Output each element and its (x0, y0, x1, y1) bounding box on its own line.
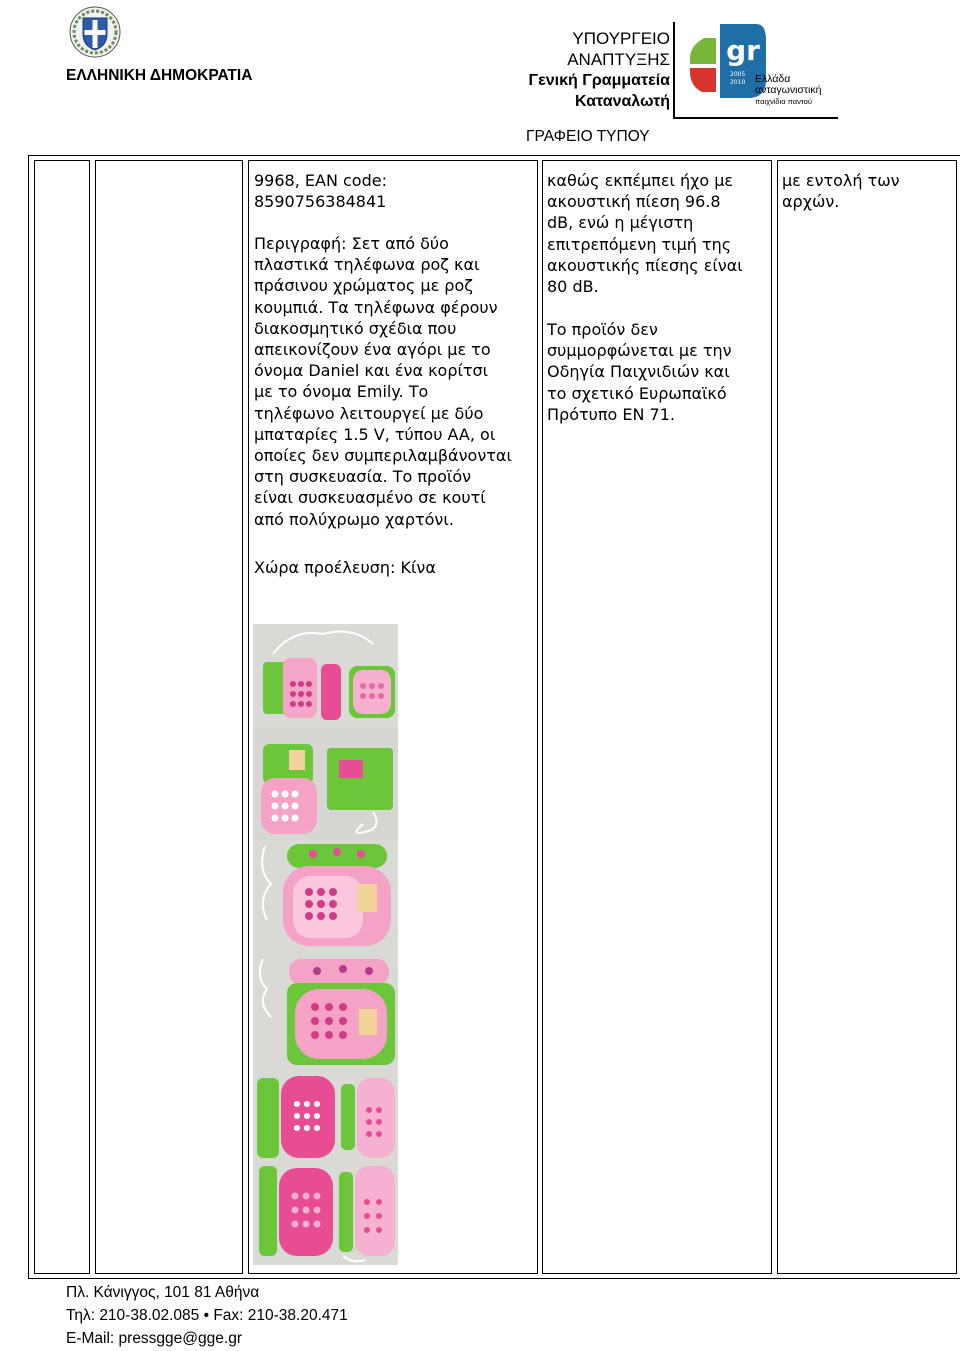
product-photo-2 (253, 728, 398, 840)
product-photo-1 (253, 624, 398, 728)
product-origin: Χώρα προέλευση: Κίνα (254, 558, 436, 577)
risk-nonconformity: Το προϊόν δεν συμμορφώνεται με την Οδηγία Παιχνιδιών και το σχετικό Ευρωπαϊκό Πρότυπο EN 71. (547, 320, 732, 424)
table-cell-index (34, 160, 90, 1274)
product-photo-3 (253, 840, 398, 953)
republic-heading: ΕΛΛΗΝΙΚΗ ΔΗΜΟΚΡΑΤΙΑ (66, 67, 253, 84)
press-office-label: ΓΡΑΦΕΙΟ ΤΥΠΟΥ (526, 128, 650, 145)
product-photo-5 (253, 1070, 398, 1162)
header-divider (673, 22, 675, 118)
footer-phone-fax: Τηλ: 210-38.02.085 • Fax: 210-38.20.471 (66, 1307, 348, 1324)
tagline-line-3: παιχνίδια παντού (755, 97, 812, 106)
ministry-name (529, 28, 670, 112)
risk-sound-pressure: καθώς εκπέμπει ήχο με ακουστική πίεση 96.8 dB, ενώ η μέγιστη επιτρεπόμενη τιμή της ακουστικής πίεσης είναι 80 dB. (547, 171, 743, 297)
logo-year-end: 2010 (730, 79, 746, 86)
product-photo-6 (253, 1162, 398, 1265)
tagline-line-2: ανταγωνιστική (755, 84, 822, 96)
logo-tagline (755, 74, 821, 107)
ministry-line-1: ΥΠΟΥΡΓΕΙΟ (572, 29, 670, 48)
product-photo-4 (253, 953, 398, 1070)
ministry-line-3: Γενική Γραμματεία (528, 72, 670, 89)
tagline-line-1: Ελλάδα (755, 73, 791, 85)
footer-address: Πλ. Κάνιγγος, 101 81 Αθήνα (66, 1284, 260, 1301)
ministry-line-2: ΑΝΑΠΤΥΞΗΣ (567, 50, 670, 69)
ministry-line-4: Καταναλωτή (575, 93, 670, 110)
logo-year-start: 2005 (730, 71, 746, 78)
table-cell-measures (777, 160, 957, 1274)
measures-text: με εντολή των αρχών. (782, 171, 900, 212)
greek-coat-of-arms-icon (69, 6, 121, 58)
product-ean: 9968, EAN code: 8590756384841 (254, 171, 387, 212)
footer-email: E-Mail: pressgge@gge.gr (66, 1330, 242, 1347)
footer-rule (66, 1278, 916, 1279)
product-description: Περιγραφή: Σετ από δύο πλαστικά τηλέφωνα ροζ και πράσινου χρώματος με ροζ κουμπιά. Τα τηλέφωνα φέρουν διακοσμητικό σχέδια που απεικονίζουν ένα αγόρι με το όνομα Daniel και ένα κορίτσι με το όνομα Emily. Το τηλέφωνο λειτουργεί με δύο μπαταρίες 1.5 V, τύπου AA, οι οποίες δεν συμπεριλαμβάνονται στη συσκευασία. Το προϊόν είναι συσκευασμένο σε κουτί από πολύχρωμο χαρτόνι. (254, 234, 512, 529)
header-rule (673, 117, 838, 119)
table-cell-category (95, 160, 243, 1274)
logo-mark: gr (726, 34, 760, 67)
